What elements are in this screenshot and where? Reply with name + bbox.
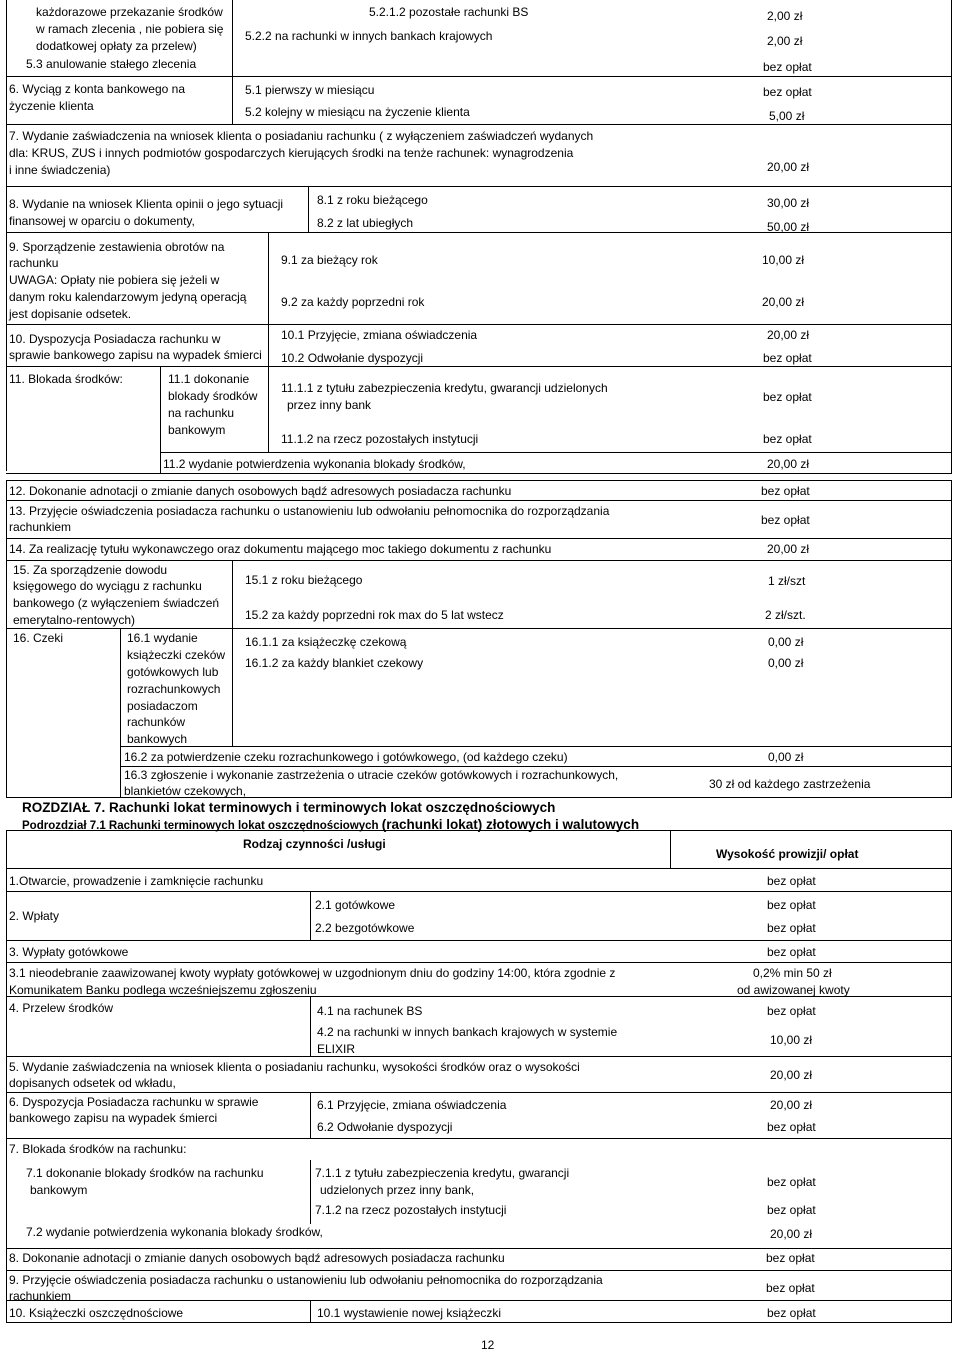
row-receipt-label: bankowego (z wyłączeniem świadczeń: [13, 596, 220, 610]
subchapter-title-a: Podrozdział 7.1 Rachunki terminowych lokat oszczędnościowych: [22, 820, 382, 832]
subchapter-title: [22, 816, 639, 835]
column-header-service: Rodzaj czynności /usługi: [243, 837, 386, 851]
fee-value: 50,00 zł: [767, 220, 810, 234]
row-open-label: 1.Otwarcie, prowadzenie i zamknięcie rachunku: [9, 874, 264, 888]
fee-value: bez opłat: [761, 513, 810, 527]
row-transfer-sub: 4.2 na rachunki w innych bankach krajowych w systemie: [317, 1025, 618, 1039]
row-cheques-sub: książeczki czeków: [127, 648, 226, 662]
row-summary-label: 9. Sporządzenie zestawienia obrotów na: [9, 240, 225, 254]
row-passbook-label: 10. Książeczki oszczędnościowe: [9, 1306, 184, 1320]
row-transfer-label: w ramach zlecenia , nie pobiera się: [36, 22, 224, 36]
row-deposits-sub: 2.1 gotówkowe: [315, 898, 396, 912]
fee-value: 0,2% min 50 zł: [753, 966, 832, 980]
row-cheques-confirm: 16.2 za potwierdzenie czeku rozrachunkowego i gotówkowego, (od każdego czeku): [124, 750, 568, 764]
fee-value: 1 zł/szt: [768, 574, 806, 588]
column-header-fee: Wysokość prowizji/ opłat: [716, 847, 859, 861]
row-block-sub: blokady środków: [168, 389, 258, 403]
row-statement-label: 6. Wyciąg z konta bankowego na: [9, 82, 185, 96]
row-uncollected-label: Komunikatem Banku podlega wcześniejszemu zgłoszeniu: [9, 983, 317, 997]
row-proxy-label: 13. Przyjęcie oświadczenia posiadacza rachunku o ustanowieniu lub odwołaniu pełnomocnika do rozporządzania: [9, 504, 610, 518]
row-disposition-sub: 6.1 Przyjęcie, zmiana oświadczenia: [317, 1098, 507, 1112]
row-block-confirm: 11.2 wydanie potwierdzenia wykonania blokady środków,: [163, 457, 466, 471]
row-certificate-label: dopisanych odsetek od wkładu,: [9, 1076, 176, 1090]
row-transfer-sub: 4.1 na rachunek BS: [317, 1004, 423, 1018]
fee-value: 20,00 zł: [767, 457, 810, 471]
row-cheques-loss: 16.3 zgłoszenie i wykonanie zastrzeżenia o utracie czeków gotówkowych i rozrachunkowych,: [124, 768, 619, 782]
row-receipt-sub: 15.1 z roku bieżącego: [245, 573, 363, 587]
row-proxy-label: 9. Przyjęcie oświadczenia posiadacza rachunku o ustanowieniu lub odwołaniu pełnomocnika do rozporządzania: [9, 1273, 603, 1287]
row-disposition-label: 6. Dyspozycja Posiadacza rachunku w sprawie: [9, 1095, 259, 1109]
row-block-sub: bankowym: [30, 1183, 88, 1197]
row-statement-label: życzenie klienta: [9, 99, 94, 113]
row-annotation-label: 8. Dokonanie adnotacji o zmianie danych osobowych bądź adresowych posiadacza rachunku: [9, 1251, 505, 1265]
fee-value: 0,00 zł: [768, 635, 804, 649]
row-statement-sub: 5.2 kolejny w miesiącu na życzenie klienta: [245, 105, 470, 119]
row-uncollected-label: 3.1 nieodebranie zaawizowanej kwoty wypłaty gotówkowej w uzgodnionym dniu do godziny 14:00, która zgodnie z: [9, 966, 616, 980]
row-certificate-label: i inne świadczenia): [9, 163, 111, 177]
fee-value: 20,00 zł: [770, 1227, 813, 1241]
row-certificate-label: 7. Wydanie zaświadczenia na wniosek klienta o posiadaniu rachunku ( z wyłączeniem zaświadczeń wydanych: [9, 129, 594, 143]
row-transfer-sub: 5.2.1.2 pozostałe rachunki BS: [369, 5, 529, 19]
row-statement-sub: 5.1 pierwszy w miesiącu: [245, 83, 375, 97]
row-block-sub: bankowym: [168, 423, 226, 437]
fee-value: 10,00 zł: [770, 1033, 813, 1047]
fee-value: bez opłat: [763, 432, 812, 446]
fee-value: 20,00 zł: [767, 328, 810, 342]
row-block-detail: 7.1.1 z tytułu zabezpieczenia kredytu, gwarancji: [315, 1166, 570, 1180]
row-disposition-sub: 10.1 Przyjęcie, zmiana oświadczenia: [281, 328, 478, 342]
fee-value: 2,00 zł: [767, 9, 803, 23]
row-disposition-sub: 10.2 Odwołanie dyspozycji: [281, 351, 424, 365]
fee-value: 0,00 zł: [768, 656, 804, 670]
fee-value: bez opłat: [763, 60, 812, 74]
fee-value: bez opłat: [763, 85, 812, 99]
row-disposition-label: 10. Dyspozycja Posiadacza rachunku w: [9, 332, 221, 346]
fee-value: 10,00 zł: [762, 253, 805, 267]
row-disposition-label: sprawie bankowego zapisu na wypadek śmierci: [9, 348, 262, 362]
row-summary-label: danym roku kalendarzowym jedyną operacją: [9, 290, 247, 304]
fee-value: bez opłat: [767, 1120, 816, 1134]
row-transfer-label: dodatkowej opłaty za przelew): [36, 39, 197, 53]
row-block-detail: 7.1.2 na rzecz pozostałych instytucji: [315, 1203, 507, 1217]
row-deposits-sub: 2.2 bezgotówkowe: [315, 921, 415, 935]
row-cheques-sub: 16.1 wydanie: [127, 631, 198, 645]
fee-value: 20,00 zł: [762, 295, 805, 309]
row-summary-sub: 9.1 za bieżący rok: [281, 253, 378, 267]
row-cheques-sub: posiadaczom: [127, 699, 198, 713]
fee-value: 2,00 zł: [767, 34, 803, 48]
fee-value: bez opłat: [767, 1004, 816, 1018]
row-passbook-sub: 10.1 wystawienie nowej książeczki: [317, 1306, 502, 1320]
fee-value: bez opłat: [761, 484, 810, 498]
row-opinion-label: 8. Wydanie na wniosek Klienta opinii o jego sytuacji: [9, 197, 284, 211]
fee-value: 30 zł od każdego zastrzeżenia: [709, 777, 871, 791]
row-certificate-label: 5. Wydanie zaświadczenia na wniosek klienta o posiadaniu rachunku, wysokości środków oraz o wysokości: [9, 1060, 580, 1074]
fee-value: 20,00 zł: [767, 542, 810, 556]
row-block-confirm: 7.2 wydanie potwierdzenia wykonania blokady środków,: [26, 1225, 323, 1239]
row-transfer-label: 4. Przelew środków: [9, 1001, 114, 1015]
row-block-sub: na rachunku: [168, 406, 235, 420]
row-cheques-detail: 16.1.2 za każdy blankiet czekowy: [245, 656, 424, 670]
fee-value: bez opłat: [766, 1251, 815, 1265]
row-transfer-sub: ELIXIR: [317, 1042, 356, 1056]
fee-value: bez opłat: [767, 898, 816, 912]
row-opinion-sub: 8.2 z lat ubiegłych: [317, 216, 414, 230]
row-block-label: 7. Blokada środków na rachunku:: [9, 1142, 187, 1156]
row-cheques-loss: blankietów czekowych,: [124, 784, 247, 798]
row-block-detail: udzielonych przez inny bank,: [320, 1183, 475, 1197]
row-cheques-sub: gotówkowych lub: [127, 665, 219, 679]
fee-value: 2 zł/szt.: [765, 608, 806, 622]
row-receipt-label: 15. Za sporządzenie dowodu: [13, 563, 168, 577]
row-cancel-label: 5.3 anulowanie stałego zlecenia: [26, 57, 197, 71]
fee-value: 20,00 zł: [770, 1098, 813, 1112]
row-deposits-label: 2. Wpłaty: [9, 909, 60, 923]
row-block-detail: 11.1.1 z tytułu zabezpieczenia kredytu, gwarancji udzielonych: [281, 381, 608, 395]
row-disposition-label: bankowego zapisu na wypadek śmierci: [9, 1111, 218, 1125]
row-block-sub: 11.1 dokonanie: [168, 372, 250, 386]
row-block-detail: 11.1.2 na rzecz pozostałych instytucji: [281, 432, 479, 446]
subchapter-title-b: (rachunki lokat) złotowych i walutowych: [381, 817, 640, 832]
chapter-title: ROZDZIAŁ 7. Rachunki lokat terminowych i terminowych lokat oszczędnościowych: [22, 800, 556, 815]
row-certificate-label: dla: KRUS, ZUS i innych podmiotów gospodarczych kierujących środki na tenże rachunek: wynagrodzenia: [9, 146, 574, 160]
fee-value: bez opłat: [767, 874, 816, 888]
row-proxy-label: rachunkiem: [9, 1289, 72, 1303]
fee-value: 30,00 zł: [767, 196, 810, 210]
fee-value: bez opłat: [767, 945, 816, 959]
row-enforcement-label: 14. Za realizację tytułu wykonawczego oraz dokumentu mającego moc takiego dokumentu z rachunku: [9, 542, 552, 556]
row-opinion-sub: 8.1 z roku bieżącego: [317, 193, 428, 207]
row-block-label: 11. Blokada środków:: [9, 372, 123, 386]
fee-value: 0,00 zł: [768, 750, 804, 764]
fee-value: bez opłat: [763, 390, 812, 404]
row-annotation-label: 12. Dokonanie adnotacji o zmianie danych osobowych bądź adresowych posiadacza rachunku: [9, 484, 512, 498]
row-withdrawals-label: 3. Wypłaty gotówkowe: [9, 945, 129, 959]
row-proxy-label: rachunkiem: [9, 520, 72, 534]
fee-value: bez opłat: [766, 1281, 815, 1295]
row-block-detail: przez inny bank: [287, 398, 372, 412]
row-receipt-label: księgowego do wyciągu z rachunku: [13, 579, 202, 593]
row-block-sub: 7.1 dokonanie blokady środków na rachunku: [26, 1166, 264, 1180]
row-cheques-sub: bankowych: [127, 732, 188, 746]
fee-value: 20,00 zł: [767, 160, 810, 174]
row-cheques-sub: rozrachunkowych: [127, 682, 221, 696]
page-number: 12: [481, 1338, 495, 1352]
row-summary-sub: 9.2 za każdy poprzedni rok: [281, 295, 425, 309]
row-cheques-sub: rachunków: [127, 715, 186, 729]
fee-value: bez opłat: [763, 351, 812, 365]
fee-value: bez opłat: [767, 1306, 816, 1320]
row-cheques-detail: 16.1.1 za książeczkę czekową: [245, 635, 407, 649]
row-opinion-label: finansowej w oparciu o dokumenty,: [9, 214, 195, 228]
row-disposition-sub: 6.2 Odwołanie dyspozycji: [317, 1120, 453, 1134]
fee-value: od awizowanej kwoty: [737, 983, 850, 997]
row-transfer-sub: 5.2.2 na rachunki w innych bankach krajowych: [245, 29, 493, 43]
fee-value: bez opłat: [767, 1203, 816, 1217]
fee-value: 5,00 zł: [769, 109, 805, 123]
row-summary-label: rachunku: [9, 256, 59, 270]
row-summary-label: UWAGA: Opłaty nie pobiera się jeżeli w: [9, 273, 220, 287]
row-cheques-label: 16. Czeki: [13, 631, 64, 645]
row-summary-label: jest dopisanie odsetek.: [9, 307, 132, 321]
fee-value: 20,00 zł: [770, 1068, 813, 1082]
row-receipt-sub: 15.2 za każdy poprzedni rok max do 5 lat wstecz: [245, 608, 504, 622]
fee-value: bez opłat: [767, 921, 816, 935]
fee-value: bez opłat: [767, 1175, 816, 1189]
row-transfer-label: każdorazowe przekazanie środków: [36, 5, 223, 19]
row-receipt-label: emerytalno-rentowych): [13, 613, 136, 627]
